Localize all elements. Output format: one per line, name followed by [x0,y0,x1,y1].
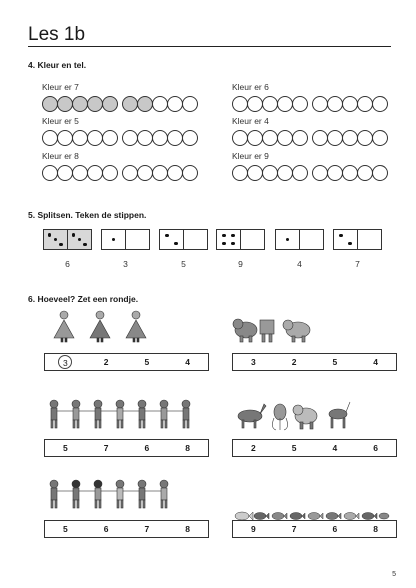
answer-option[interactable]: 7 [103,443,109,453]
circle[interactable] [292,130,308,146]
domino-number: 3 [123,259,128,269]
circle[interactable] [277,130,293,146]
circles-half [312,165,387,181]
circle[interactable] [137,96,153,112]
elephant-figures [232,308,342,344]
answer-option[interactable]: 4 [332,443,338,453]
domino-pip [72,233,76,237]
circles-half [42,96,117,112]
answer-option[interactable]: 4 [373,357,378,367]
domino-right-half[interactable] [358,230,382,249]
circle[interactable] [137,130,153,146]
answer-option[interactable]: 4 [185,357,190,367]
exercise-5-heading: 5. Splitsen. Teken de stippen. [28,210,147,220]
domino-pip [59,243,63,247]
domino-left-half [102,230,126,249]
answer-option[interactable]: 5 [291,443,297,453]
circle[interactable] [87,130,103,146]
answer-option[interactable]: 7 [144,524,150,534]
domino-right-half[interactable] [300,230,324,249]
circle[interactable] [372,130,388,146]
domino-number: 4 [297,259,302,269]
color-group-label: Kleur er 5 [42,116,79,126]
circles-half [312,96,387,112]
domino-pip [83,243,87,247]
circles-half [122,96,197,112]
answer-option[interactable]: 3 [251,357,256,367]
answer-option[interactable]: 8 [185,524,190,534]
children-figures [44,396,209,432]
color-group-1 [42,82,212,112]
answer-option[interactable]: 2 [291,357,297,367]
domino-pip [286,238,290,242]
circle[interactable] [122,165,138,181]
circle[interactable] [72,96,88,112]
answer-option[interactable]: 5 [332,357,338,367]
domino[interactable] [333,229,382,250]
answer-box-animals [232,439,397,457]
answer-option[interactable]: 8 [185,443,190,453]
domino-number: 6 [65,259,70,269]
answer-option[interactable]: 9 [251,524,256,534]
children-dancing-picture [44,480,184,512]
circle[interactable] [167,96,183,112]
animals-picture [236,400,356,432]
domino-pip [222,242,226,246]
circle[interactable] [232,130,248,146]
domino-right-half[interactable] [241,230,265,249]
domino-left-half [44,230,68,249]
domino-right-half[interactable] [126,230,150,249]
domino-pip [174,242,178,246]
color-group-5 [42,151,212,181]
circle[interactable] [152,165,168,181]
domino-right-half [68,230,92,249]
circles-half [232,96,307,112]
answer-option[interactable]: 2 [251,443,256,453]
circles-half [42,165,117,181]
circle[interactable] [327,96,343,112]
circles-row [42,130,212,146]
circles-row [232,96,402,112]
circle[interactable] [292,165,308,181]
domino[interactable] [101,229,150,250]
domino-pip [348,242,352,246]
circle[interactable] [342,130,358,146]
circles-half [42,130,117,146]
exercise-4-heading: 4. Kleur en tel. [28,60,87,70]
circle[interactable] [262,130,278,146]
children-holding-hands-picture [44,400,209,432]
circle[interactable] [152,96,168,112]
circle[interactable] [277,96,293,112]
domino-left-half [334,230,358,249]
circle[interactable] [137,165,153,181]
answer-option[interactable]: 6 [332,524,338,534]
circle[interactable] [42,96,58,112]
color-group-label: Kleur er 7 [42,82,79,92]
domino-pip [165,234,169,238]
circle[interactable] [232,96,248,112]
domino-example [43,229,92,250]
color-group-label: Kleur er 6 [232,82,269,92]
domino-pip [231,242,235,246]
circle[interactable] [312,165,328,181]
answer-option[interactable]: 7 [291,524,297,534]
circle[interactable] [42,130,58,146]
color-group-label: Kleur er 4 [232,116,269,126]
circle[interactable] [122,96,138,112]
circle[interactable] [167,165,183,181]
answer-box-fish [232,520,397,538]
circle[interactable] [122,130,138,146]
circle[interactable] [182,165,198,181]
circle[interactable] [57,130,73,146]
domino-pip [231,234,235,238]
page-number: 5 [392,571,396,578]
circle[interactable] [357,165,373,181]
circle[interactable] [247,130,263,146]
domino[interactable] [216,229,265,250]
answer-option[interactable]: 6 [144,443,150,453]
circle[interactable] [152,130,168,146]
circle[interactable] [182,96,198,112]
girls-in-dresses-picture [48,312,160,344]
circle[interactable] [167,130,183,146]
answer-option[interactable]: 3 [58,355,72,369]
domino-number: 9 [238,259,243,269]
domino-right-half[interactable] [184,230,208,249]
circles-half [122,130,197,146]
lesson-title: Les 1b [28,24,86,45]
circle[interactable] [87,165,103,181]
circle[interactable] [312,96,328,112]
answer-option[interactable]: 2 [103,357,109,367]
circle[interactable] [247,96,263,112]
circles-half [122,165,197,181]
circles-row [42,165,212,181]
title-rule [28,46,391,47]
circles-half [232,165,307,181]
answer-option[interactable]: 5 [63,443,68,453]
answer-option[interactable]: 6 [373,443,378,453]
circle[interactable] [102,96,118,112]
circles-half [232,130,307,146]
color-group-label: Kleur er 9 [232,151,269,161]
circle[interactable] [372,165,388,181]
answer-box-children [44,439,209,457]
circles-half [312,130,387,146]
exercise-6-heading: 6. Hoeveel? Zet een rondje. [28,294,139,304]
circle[interactable] [57,96,73,112]
circle[interactable] [87,96,103,112]
domino-pip [112,238,116,242]
domino-pip [78,238,82,242]
domino-pip [54,238,58,242]
answer-option[interactable]: 6 [103,524,109,534]
circle[interactable] [357,96,373,112]
circle[interactable] [342,96,358,112]
girl-figures [48,308,160,344]
circle[interactable] [57,165,73,181]
circles-row [232,130,402,146]
color-group-6 [232,151,402,181]
animal-figures [236,396,356,432]
answer-box-dancing [44,520,209,538]
domino-number: 7 [355,259,360,269]
circle[interactable] [247,165,263,181]
domino-number: 5 [181,259,186,269]
color-group-3 [42,116,212,146]
circle[interactable] [372,96,388,112]
domino-pip [48,233,52,237]
circles-row [232,165,402,181]
circle[interactable] [42,165,58,181]
circle[interactable] [262,96,278,112]
answer-option[interactable]: 5 [63,524,68,534]
answer-option[interactable]: 8 [373,524,378,534]
circle[interactable] [312,130,328,146]
color-group-label: Kleur er 8 [42,151,79,161]
domino[interactable] [275,229,324,250]
circle[interactable] [102,130,118,146]
circle[interactable] [182,130,198,146]
circle[interactable] [262,165,278,181]
answer-option[interactable]: 5 [144,357,150,367]
domino-left-half [276,230,300,249]
circle[interactable] [72,165,88,181]
domino-left-half [160,230,184,249]
answer-box-elephants [232,353,397,371]
circle[interactable] [232,165,248,181]
circle[interactable] [342,165,358,181]
circles-row [42,96,212,112]
circle[interactable] [357,130,373,146]
circle[interactable] [102,165,118,181]
domino-pip [339,234,343,238]
circle[interactable] [327,130,343,146]
answer-box-girls [44,353,209,371]
circle[interactable] [277,165,293,181]
color-group-4 [232,116,402,146]
circle[interactable] [327,165,343,181]
elephants-picture [232,312,342,344]
circle[interactable] [292,96,308,112]
domino-pip [222,234,226,238]
circle[interactable] [72,130,88,146]
color-group-2 [232,82,402,112]
dancing-children-figures [44,476,184,512]
domino[interactable] [159,229,208,250]
domino-left-half [217,230,241,249]
